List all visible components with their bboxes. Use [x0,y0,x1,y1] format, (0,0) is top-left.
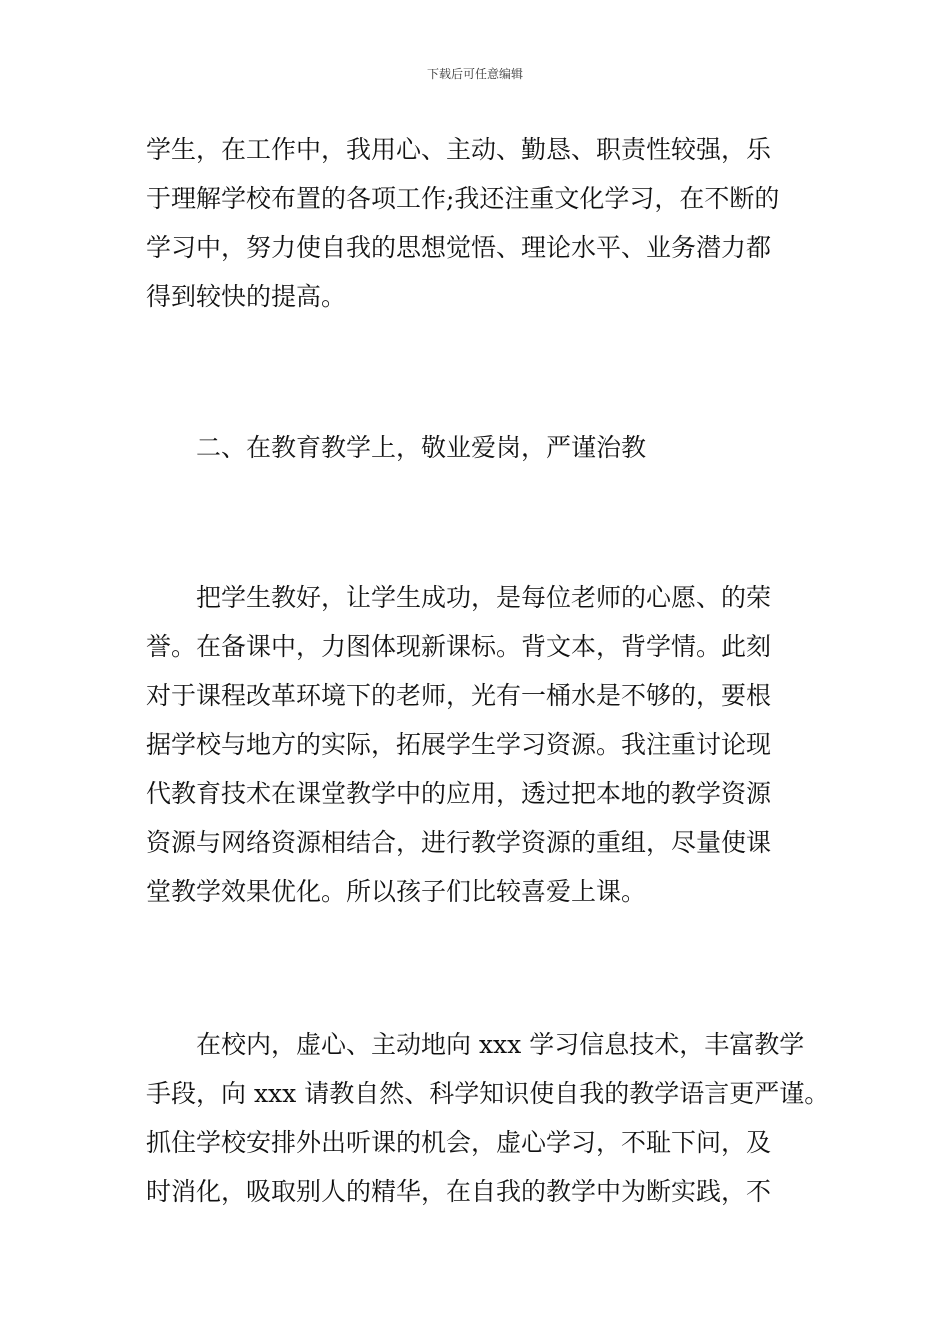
paragraph-1-line-4: 得到较快的提高。 [146,282,347,311]
paragraph-3-line-7: 堂教学效果优化。所以孩子们比较喜爱上课。 [146,877,647,906]
paragraph-3-line-6: 资源与网络资源相结合，进行教学资源的重组，尽量使课 [146,828,772,857]
paragraph-4-line-1: 在校内，虚心、主动地向 xxx 学习信息技术，丰富教学 [146,1030,805,1059]
paragraph-3-line-3: 对于课程改革环境下的老师，光有一桶水是不够的，要根 [146,681,772,710]
paragraph-3-line-2: 誉。在备课中，力图体现新课标。背文本，背学情。此刻 [146,632,772,661]
paragraph-4-line-4: 时消化，吸取别人的精华，在自我的教学中为断实践，不 [146,1177,772,1206]
paragraph-3-line-1: 把学生教好，让学生成功，是每位老师的心愿、的荣 [146,583,772,612]
paragraph-1-line-2: 于理解学校布置的各项工作;我还注重文化学习，在不断的 [146,184,780,213]
section-heading: 二、在教育教学上，敬业爱岗，严谨治教 [146,433,647,462]
paragraph-1-line-1: 学生，在工作中，我用心、主动、勤恳、职责性较强，乐 [146,135,772,164]
paragraph-3-line-4: 据学校与地方的实际，拓展学生学习资源。我注重讨论现 [146,730,772,759]
page-header: 下载后可任意编辑 [426,67,523,81]
paragraph-3-line-5: 代教育技术在课堂教学中的应用，透过把本地的教学资源 [146,779,772,808]
paragraph-4-line-2: 手段，向 xxx 请教自然、科学知识使自我的教学语言更严谨。 [146,1079,830,1108]
paragraph-1-line-3: 学习中，努力使自我的思想觉悟、理论水平、业务潜力都 [146,233,772,262]
paragraph-4-line-3: 抓住学校安排外出听课的机会，虚心学习，不耻下问，及 [146,1128,772,1157]
